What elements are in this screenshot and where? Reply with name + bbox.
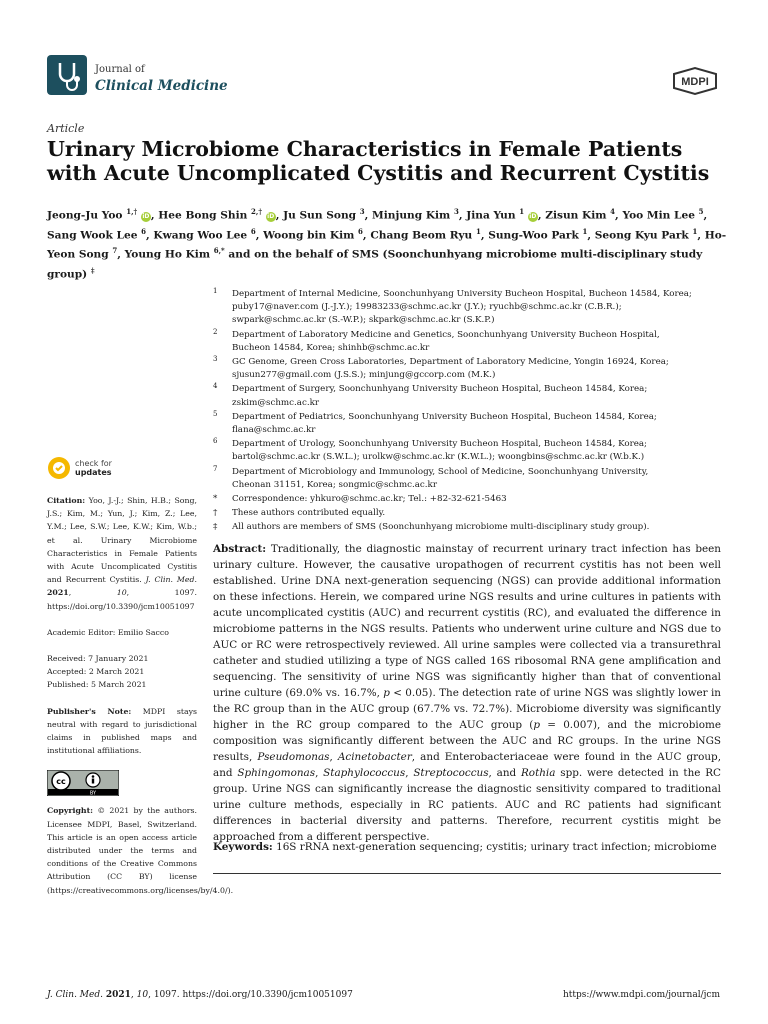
genus-name: Acinetobacter bbox=[337, 751, 412, 763]
author-name: Woong bin Kim bbox=[263, 229, 359, 242]
p-symbol: p bbox=[383, 687, 390, 699]
author-group: and on the behalf of SMS (Soonchunhyang microbiome multi-disciplinary study group) bbox=[47, 248, 703, 281]
sidebar bbox=[47, 456, 234, 910]
author-affiliation-mark: 6 bbox=[250, 226, 256, 236]
published-date: Published: 5 March 2021 bbox=[47, 680, 147, 690]
author-name: Ho-Yeon Song bbox=[47, 229, 727, 261]
affiliation-line: swpark@schmc.ac.kr (S.-W.P.); skpark@schmc.ac.kr (S.K.P.) bbox=[232, 315, 495, 326]
author-affiliation-mark: 4 bbox=[610, 207, 616, 216]
abstract-text-1: Traditionally, the diagnostic mainstay of recurrent urinary tract infection has been urinary culture. However, the causative uropathogen of recurrent cystitis has not been well established. Urine DNA next-generation sequencing (NGS) can provide additional information on these infections. Herein, we compared urine NGS results and urine cultures in patients with acute uncomplicated cystitis (AUC) and recurrent cystitis (RC), and evaluated the difference in microbiome patterns in the NGS results. Patients who underwent urine culture and NGS due to AUC or RC were retrospectively reviewed. All urine samples were collected via a transurethral catheter and studied utilizing a type of NGS called 16S ribosomal RNA gene amplification and sequencing. The sensitivity of urine NGS was significantly higher than that of conventional urine culture (69.0% vs. 16.7%, bbox=[213, 543, 721, 699]
copyright-text: © 2021 by the authors. Licensee MDPI, Basel, Switzerland. This article is an open access article distributed under the terms and conditions of the Creative Commons Attribution (CC BY) license (https://creativecommons.org/licenses/by/4.0/). bbox=[47, 806, 234, 895]
affiliation-item bbox=[213, 411, 723, 437]
affiliation-mark: * bbox=[213, 494, 218, 505]
author-affiliation-mark: 1 bbox=[582, 226, 588, 236]
copyright bbox=[47, 804, 234, 896]
abstract-text-4: , and Enterobacteriaceae were found in the AUC group, and bbox=[213, 751, 721, 779]
mdpi-text: MDPI bbox=[681, 76, 709, 88]
affiliation-line: flana@schmc.ac.kr bbox=[232, 425, 316, 436]
citation-volume: 10 bbox=[116, 588, 127, 598]
author-affiliation-mark: 1 bbox=[692, 226, 698, 236]
affiliation-line: All authors are members of SMS (Soonchunhyang microbiome multi-disciplinary study group). bbox=[232, 522, 650, 533]
affiliation-list bbox=[213, 288, 723, 536]
genus-name: Streptococcus bbox=[413, 767, 489, 779]
article-type: Article bbox=[47, 122, 85, 135]
affiliation-mark: 4 bbox=[213, 382, 218, 391]
author-affiliation-mark: 2,† bbox=[251, 207, 262, 216]
check-for-label: check for bbox=[75, 459, 112, 468]
academic-editor: Academic Editor: Emilio Sacco bbox=[47, 627, 169, 637]
affiliation-mark: 7 bbox=[213, 464, 218, 473]
footer-citation: J. Clin. Med. 2021, 10, 1097. https://doi.org/10.3390/jcm10051097 bbox=[47, 990, 353, 1000]
footer-doi[interactable]: , 1097. https://doi.org/10.3390/jcm10051097 bbox=[148, 990, 353, 1000]
by-text: BY bbox=[89, 790, 97, 797]
genus-name: Pseudomonas bbox=[257, 751, 330, 763]
affiliation-line: Correspondence: yhkuro@schmc.ac.kr; Tel.: +82-32-621-5463 bbox=[232, 494, 507, 505]
genus-name: Staphylococcus bbox=[323, 767, 406, 779]
author-affiliation-mark: 1 bbox=[475, 226, 481, 236]
affiliation-line: Cheonan 31151, Korea; songmic@schmc.ac.kr bbox=[232, 479, 437, 490]
citation-text: Yoo, J.-J.; Shin, H.B.; Song, J.S.; Kim, M.; Yun, J.; Kim, Z.; Lee, Y.M.; Lee, S.W.; Lee, K.W.; Kim, W.b.; et al. Urinary Microbiome Characteristics in Female Patients with Acute Uncomplicated Cystitis and Recurrent Cystitis. bbox=[47, 496, 197, 585]
abstract-text-2: < 0.05). The detection rate of urine NGS was slightly lower in the RC group than in the AUC group (67.7% vs. 72.7%). Microbiome diversity was significantly higher in the RC group compared to the AUC group ( bbox=[213, 687, 721, 731]
affiliation-line: Department of Microbiology and Immunology, School of Medicine, Soonchunhyang University, bbox=[232, 466, 649, 477]
abstract-text-3: = 0.007), and the microbiome composition was significantly different between the AUC and RC groups. In the urine NGS results, bbox=[213, 719, 722, 763]
affiliation-mark: 1 bbox=[213, 287, 218, 295]
affiliation-mark: 2 bbox=[213, 327, 218, 336]
author-affiliation-mark: 1 bbox=[519, 207, 525, 216]
abstract-text-6: spp. were detected in the RC group. Urine NGS can significantly increase the diagnostic sensitivity compared to traditional urine culture methods, especially in RC patients. AUC and RC patients had significant differences in bacterial diversity and patterns. Therefore, recurrent cystitis might be approached from a different perspective. bbox=[213, 767, 722, 843]
author-affiliation-mark: 1,† bbox=[126, 207, 138, 216]
orcid-icon[interactable]: iD bbox=[267, 212, 275, 220]
received-date: Received: 7 January 2021 bbox=[47, 654, 149, 664]
affiliation-line: Department of Laboratory Medicine and Genetics, Soonchunhyang University Bucheon Hospital, bbox=[232, 329, 660, 340]
author-name: Sung-Woo Park bbox=[488, 229, 583, 242]
journal-title: Clinical Medicine bbox=[95, 78, 228, 94]
author-name: Yoo Min Lee bbox=[622, 209, 699, 222]
check-for-updates-icon bbox=[47, 456, 71, 480]
affiliation-line: Department of Surgery, Soonchunhyang University Bucheon Hospital, Bucheon 14584, Korea; bbox=[232, 384, 648, 395]
accepted-date: Accepted: 2 March 2021 bbox=[47, 667, 145, 677]
affiliation-item bbox=[213, 507, 723, 520]
affiliation-item bbox=[213, 521, 723, 534]
author-name: Jeong-Ju Yoo bbox=[47, 209, 127, 222]
abstract-label: Abstract: bbox=[213, 543, 267, 555]
affiliation-mark: 3 bbox=[213, 355, 218, 364]
citation-year: 2021 bbox=[47, 588, 69, 598]
author-affiliation-mark: 7 bbox=[112, 246, 118, 256]
copyright-label: Copyright: bbox=[47, 806, 94, 816]
author-affiliation-mark: 6,* bbox=[213, 246, 225, 256]
abstract-text-5: , and bbox=[488, 767, 517, 779]
citation: Citation: Yoo, J.-J.; Shin, H.B.; Song, J.S.; Kim, M.; Yun, J.; Kim, Z.; Lee, Y.M.; Lee, S.W.; Lee, K.W.; Kim, W.b.; et al. Urinary Microbiome Characteristics in Female Patients with Acute Uncomplicated Cystitis and Recurrent Cystitis. J. Clin. Med. 2021, 10, 1097. https://doi.org/10.3390/jcm10051097 bbox=[47, 496, 197, 611]
cc-by-license-icon[interactable] bbox=[47, 770, 119, 796]
footer-year: 2021 bbox=[105, 990, 131, 1000]
author-group-mark: ‡ bbox=[90, 265, 95, 275]
author-affiliation-mark: 5 bbox=[698, 207, 704, 216]
author-name: Sang Wook Lee bbox=[47, 229, 142, 242]
publisher-note bbox=[47, 705, 197, 758]
author-name: Minjung Kim bbox=[372, 209, 454, 222]
cc-text: cc bbox=[56, 777, 66, 787]
affiliation-line: Department of Internal Medicine, Soonchunhyang University Bucheon Hospital, Bucheon 14584, Korea; bbox=[232, 289, 692, 299]
author-name: Jina Yun bbox=[466, 209, 520, 222]
author-list: Jeong-Ju Yoo $^{1,\dagger}$ iD, Hee Bong Shin $^{2,\dagger}$ iD, Ju Sun Song $^3$, Minjung Kim $^3$, Jina Yun $^1$ iD, Zisun Kim $^4$, Yoo Min Lee $^5$, Sang Wook Lee $^6$, Kwang Woo Lee $^6$, Woong bin Kim $^6$, Chang Beom Ryu $^1$, Sung-Woo Park $^1$, Seong Kyu Park $^1$, Ho-Yeon Song $^7$, Young Ho Kim $^{6,*}$ and on the behalf of SMS (Soonchunhyang microbiome multi-disciplinary study group) ‡ bbox=[47, 207, 727, 281]
separator: , bbox=[329, 751, 333, 763]
separator: , bbox=[315, 767, 319, 779]
journal-logo bbox=[47, 55, 87, 95]
p-symbol: p bbox=[533, 719, 540, 731]
affiliation-line: sjusun277@gmail.com (J.S.S.); minjung@gccorp.com (M.K.) bbox=[232, 370, 496, 381]
citation-doi[interactable]: , 1097. https://doi.org/10.3390/jcm10051097 bbox=[47, 588, 197, 611]
genus-name: Sphingomonas bbox=[237, 767, 316, 779]
author-affiliation-mark: 6 bbox=[358, 226, 363, 236]
author-affiliation-mark: 3 bbox=[359, 207, 365, 216]
affiliation-line: GC Genome, Green Cross Laboratories, Department of Laboratory Medicine, Yongin 16924, Korea; bbox=[232, 357, 669, 368]
author-name: Hee Bong Shin bbox=[158, 209, 252, 222]
affiliation-line: zskim@schmc.ac.kr bbox=[232, 397, 320, 408]
affiliation-line: Bucheon 14584, Korea; shinhb@schmc.ac.kr bbox=[232, 342, 430, 353]
affiliation-mark: 6 bbox=[213, 437, 218, 446]
publisher-note-text: MDPI stays neutral with regard to jurisdictional claims in published maps and institutional affiliations. bbox=[47, 706, 198, 756]
author-name: Ju Sun Song bbox=[283, 209, 360, 222]
author-name: Young Ho Kim bbox=[124, 248, 214, 261]
footer-volume: 10 bbox=[136, 990, 149, 1000]
divider bbox=[213, 873, 721, 874]
orcid-icon[interactable]: iD bbox=[529, 212, 537, 220]
affiliation-item bbox=[213, 288, 723, 328]
affiliation-item bbox=[213, 356, 723, 382]
separator: , bbox=[405, 767, 409, 779]
author-affiliation-mark: 3 bbox=[453, 207, 459, 216]
footer-journal-url[interactable]: https://www.mdpi.com/journal/jcm bbox=[563, 990, 720, 1000]
author-name: Chang Beom Ryu bbox=[370, 229, 476, 242]
affiliation-mark: 5 bbox=[213, 409, 218, 418]
journal-name bbox=[95, 62, 228, 94]
mdpi-logo bbox=[670, 66, 720, 96]
affiliation-line: These authors contributed equally. bbox=[232, 508, 386, 519]
keywords-text: 16S rRNA next-generation sequencing; cystitis; urinary tract infection; microbiome bbox=[276, 841, 717, 853]
affiliation-item bbox=[213, 329, 723, 355]
orcid-icon[interactable]: iD bbox=[142, 212, 150, 220]
affiliation-line: puby17@naver.com (J.-J.Y.); 19983233@schmc.ac.kr (J.Y.); ryuchb@schmc.ac.kr (C.B.R.); bbox=[232, 302, 622, 313]
author-affiliation-mark: 6 bbox=[141, 226, 146, 236]
affiliation-line: bartol@schmc.ac.kr (S.W.L.); urolkw@schmc.ac.kr (K.W.L.); woongbins@schmc.ac.kr (W.b.K.) bbox=[232, 452, 645, 463]
publisher-note-label: Publisher's Note: bbox=[47, 706, 132, 716]
affiliation-item bbox=[213, 466, 723, 492]
author-name: Kwang Woo Lee bbox=[153, 229, 251, 242]
check-for-updates-badge[interactable] bbox=[47, 456, 197, 480]
dates bbox=[47, 652, 197, 692]
affiliation-item bbox=[213, 383, 723, 409]
author-name: Zisun Kim bbox=[545, 209, 611, 222]
citation-journal: J. Clin. Med. bbox=[145, 575, 197, 585]
affiliation-line: Department of Urology, Soonchunhyang University Bucheon Hospital, Bucheon 14584, Korea; bbox=[232, 439, 647, 450]
footer-journal: J. Clin. Med. bbox=[47, 990, 103, 1000]
affiliation-mark: ‡ bbox=[213, 522, 218, 533]
affiliation-item bbox=[213, 438, 723, 464]
abstract bbox=[213, 541, 721, 845]
journal-of-label: Journal of bbox=[95, 64, 145, 75]
affiliation-line: Department of Pediatrics, Soonchunhyang University Bucheon Hospital, Bucheon 14584, Korea; bbox=[232, 411, 657, 422]
keywords-label: Keywords: bbox=[213, 841, 273, 853]
page-title: Urinary Microbiome Characteristics in Female Patients with Acute Uncomplicated Cystitis and Recurrent Cystitis bbox=[47, 137, 710, 185]
updates-label: updates bbox=[75, 468, 112, 477]
affiliation-item bbox=[213, 493, 723, 506]
author-name: Seong Kyu Park bbox=[594, 229, 693, 242]
affiliation-mark: † bbox=[213, 508, 218, 519]
genus-name: Rothia bbox=[520, 767, 556, 779]
keywords bbox=[213, 839, 721, 855]
citation-label: Citation: bbox=[47, 496, 86, 505]
